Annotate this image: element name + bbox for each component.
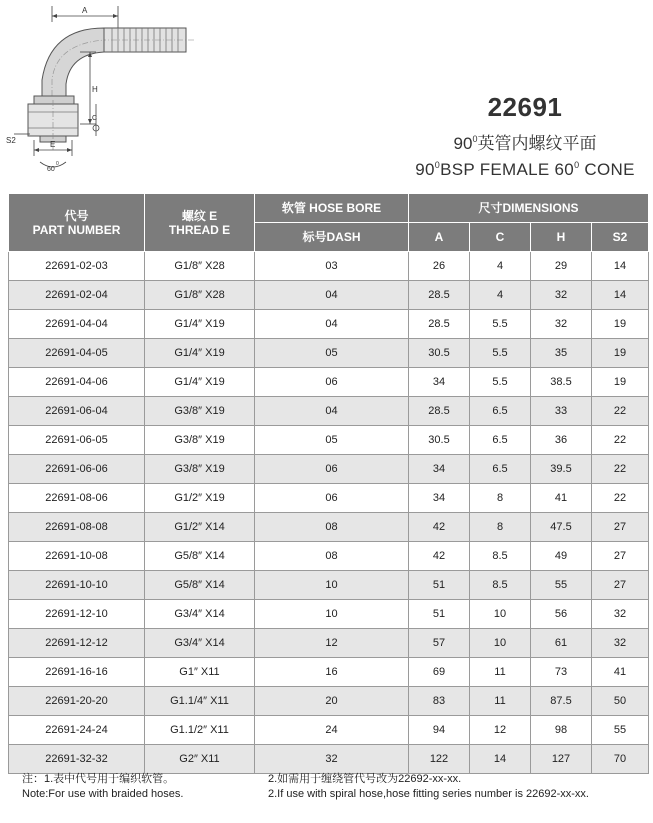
cell-part: 22691-32-32 (9, 745, 145, 774)
cell-thread: G1/2″ X19 (145, 484, 255, 513)
cell-thread: G1/4″ X19 (145, 310, 255, 339)
cell-c: 6.5 (470, 397, 531, 426)
cell-c: 10 (470, 600, 531, 629)
angle-value-cn: 90 (453, 134, 473, 153)
cell-a: 28.5 (409, 310, 470, 339)
cell-a: 34 (409, 484, 470, 513)
title-block (400, 92, 650, 180)
cell-h: 98 (531, 716, 592, 745)
cone-angle-label: 60 (47, 166, 55, 173)
cell-thread: G1/4″ X19 (145, 368, 255, 397)
subtitle-english-end: CONE (584, 160, 635, 179)
cell-part: 22691-08-08 (9, 513, 145, 542)
cell-dash: 04 (255, 397, 409, 426)
cell-dash: 16 (255, 658, 409, 687)
header-thread-cn: 螺纹 E (181, 208, 218, 223)
cell-part: 22691-16-16 (9, 658, 145, 687)
cell-part: 22691-04-06 (9, 368, 145, 397)
cell-s2: 50 (592, 687, 649, 716)
cell-a: 51 (409, 571, 470, 600)
cell-a: 30.5 (409, 426, 470, 455)
cell-part: 22691-24-24 (9, 716, 145, 745)
angle-value-en: 90 (415, 160, 435, 179)
cell-a: 51 (409, 600, 470, 629)
cell-c: 6.5 (470, 426, 531, 455)
cell-h: 33 (531, 397, 592, 426)
cell-dash: 05 (255, 426, 409, 455)
cell-thread: G5/8″ X14 (145, 571, 255, 600)
cell-h: 127 (531, 745, 592, 774)
cell-s2: 22 (592, 484, 649, 513)
cell-a: 28.5 (409, 281, 470, 310)
cell-part: 22691-20-20 (9, 687, 145, 716)
cell-dash: 04 (255, 310, 409, 339)
cell-s2: 22 (592, 426, 649, 455)
cell-s2: 22 (592, 397, 649, 426)
cell-s2: 27 (592, 513, 649, 542)
header-part-cn: 代号 (64, 208, 89, 223)
cell-part: 22691-06-05 (9, 426, 145, 455)
cell-thread: G3/4″ X14 (145, 600, 255, 629)
cell-thread: G1.1/2″ X11 (145, 716, 255, 745)
cell-s2: 55 (592, 716, 649, 745)
cell-s2: 19 (592, 368, 649, 397)
cell-thread: G3/8″ X19 (145, 426, 255, 455)
degree-mark-cn: 0 (472, 134, 478, 144)
cell-c: 8 (470, 484, 531, 513)
cell-h: 32 (531, 281, 592, 310)
cell-c: 6.5 (470, 455, 531, 484)
cell-a: 26 (409, 252, 470, 281)
cell-s2: 32 (592, 629, 649, 658)
cell-c: 5.5 (470, 368, 531, 397)
table-row (9, 281, 649, 310)
spec-table-body (9, 252, 649, 774)
table-row (9, 629, 649, 658)
cell-thread: G1/8″ X28 (145, 252, 255, 281)
cell-part: 22691-02-04 (9, 281, 145, 310)
cell-a: 122 (409, 745, 470, 774)
spec-table (8, 193, 649, 774)
cell-dash: 03 (255, 252, 409, 281)
cell-dash: 24 (255, 716, 409, 745)
note-spiral-en: 2.If use with spiral hose,hose fitting series number is 22692-xx-xx. (268, 788, 589, 800)
dimension-s2-label: S2 (6, 136, 16, 145)
cell-h: 73 (531, 658, 592, 687)
cell-h: 41 (531, 484, 592, 513)
table-row (9, 542, 649, 571)
note-spiral-cn: 2.如需用于缠绕管代号改为22692-xx-xx. (268, 773, 462, 785)
table-row (9, 397, 649, 426)
cell-c: 4 (470, 252, 531, 281)
header-dimensions: 尺寸DIMENSIONS (409, 194, 649, 223)
cell-a: 42 (409, 542, 470, 571)
cell-dash: 12 (255, 629, 409, 658)
header-h: H (531, 223, 592, 252)
table-row (9, 339, 649, 368)
cell-part: 22691-10-10 (9, 571, 145, 600)
header-c: C (470, 223, 531, 252)
subtitle-chinese (400, 129, 650, 154)
cell-s2: 27 (592, 571, 649, 600)
cell-dash: 08 (255, 513, 409, 542)
cell-a: 83 (409, 687, 470, 716)
cell-s2: 27 (592, 542, 649, 571)
note-braided-en: Note:For use with braided hoses. (22, 788, 184, 800)
notes-left (22, 772, 183, 802)
cell-h: 55 (531, 571, 592, 600)
cell-h: 39.5 (531, 455, 592, 484)
cell-a: 30.5 (409, 339, 470, 368)
table-row (9, 600, 649, 629)
cell-a: 69 (409, 658, 470, 687)
cell-c: 10 (470, 629, 531, 658)
cell-thread: G1/2″ X14 (145, 513, 255, 542)
cell-c: 12 (470, 716, 531, 745)
dimension-a-label: A (82, 6, 88, 15)
cell-c: 11 (470, 687, 531, 716)
cell-s2: 41 (592, 658, 649, 687)
cell-dash: 08 (255, 542, 409, 571)
cell-c: 4 (470, 281, 531, 310)
header-part-number (9, 194, 145, 252)
table-row (9, 745, 649, 774)
table-row (9, 687, 649, 716)
cell-dash: 06 (255, 484, 409, 513)
cell-dash: 04 (255, 281, 409, 310)
cell-a: 94 (409, 716, 470, 745)
cell-part: 22691-06-04 (9, 397, 145, 426)
cell-a: 34 (409, 368, 470, 397)
cell-dash: 06 (255, 368, 409, 397)
cell-s2: 14 (592, 281, 649, 310)
note-braided-cn: 注：1.表中代号用于编织软管。 (22, 773, 175, 785)
header-s2: S2 (592, 223, 649, 252)
cell-thread: G1.1/4″ X11 (145, 687, 255, 716)
notes-right (268, 772, 589, 802)
cell-h: 87.5 (531, 687, 592, 716)
table-row (9, 513, 649, 542)
header-part-en: PART NUMBER (32, 222, 121, 237)
cell-thread: G1″ X11 (145, 658, 255, 687)
cell-c: 8 (470, 513, 531, 542)
cell-s2: 19 (592, 310, 649, 339)
subtitle-chinese-text: 英管内螺纹平面 (477, 134, 597, 153)
cell-dash: 32 (255, 745, 409, 774)
cell-c: 14 (470, 745, 531, 774)
table-row (9, 252, 649, 281)
cell-h: 61 (531, 629, 592, 658)
cell-dash: 10 (255, 600, 409, 629)
cell-part: 22691-04-04 (9, 310, 145, 339)
cell-thread: G3/4″ X14 (145, 629, 255, 658)
subtitle-english (400, 160, 650, 180)
table-row (9, 310, 649, 339)
cell-part: 22691-06-06 (9, 455, 145, 484)
table-row (9, 484, 649, 513)
degree-mark-cone: 0 (574, 160, 580, 170)
header-hose-bore: 软管 HOSE BORE (255, 194, 409, 223)
cell-c: 11 (470, 658, 531, 687)
cell-dash: 20 (255, 687, 409, 716)
cell-thread: G3/8″ X19 (145, 455, 255, 484)
cell-h: 32 (531, 310, 592, 339)
cell-a: 28.5 (409, 397, 470, 426)
cell-thread: G1/4″ X19 (145, 339, 255, 368)
degree-mark-en: 0 (434, 160, 441, 170)
header-dash: 标号DASH (255, 223, 409, 252)
cell-c: 8.5 (470, 571, 531, 600)
table-row (9, 455, 649, 484)
fitting-drawing (0, 0, 200, 178)
cell-part: 22691-10-08 (9, 542, 145, 571)
cell-h: 35 (531, 339, 592, 368)
cell-a: 57 (409, 629, 470, 658)
table-row (9, 658, 649, 687)
cell-h: 29 (531, 252, 592, 281)
cell-part: 22691-02-03 (9, 252, 145, 281)
cell-s2: 14 (592, 252, 649, 281)
cell-dash: 10 (255, 571, 409, 600)
cell-h: 56 (531, 600, 592, 629)
cell-thread: G2″ X11 (145, 745, 255, 774)
dimension-h-label: H (92, 85, 98, 94)
model-number: 22691 (487, 92, 563, 122)
cell-part: 22691-08-06 (9, 484, 145, 513)
cell-dash: 06 (255, 455, 409, 484)
header-a: A (409, 223, 470, 252)
cell-s2: 22 (592, 455, 649, 484)
subtitle-english-mid: BSP FEMALE 60 (440, 160, 575, 179)
cell-thread: G3/8″ X19 (145, 397, 255, 426)
cone-angle-degree: 0 (56, 161, 59, 167)
cell-s2: 70 (592, 745, 649, 774)
cell-thread: G5/8″ X14 (145, 542, 255, 571)
cell-c: 5.5 (470, 339, 531, 368)
cell-part: 22691-12-12 (9, 629, 145, 658)
cell-h: 38.5 (531, 368, 592, 397)
header-thread-en: THREAD E (168, 222, 231, 237)
table-row (9, 716, 649, 745)
header-thread (145, 194, 255, 252)
cell-part: 22691-04-05 (9, 339, 145, 368)
cell-a: 34 (409, 455, 470, 484)
cell-part: 22691-12-10 (9, 600, 145, 629)
cell-c: 5.5 (470, 310, 531, 339)
dimension-e-label: E (50, 140, 56, 149)
table-row (9, 368, 649, 397)
cell-h: 47.5 (531, 513, 592, 542)
cell-s2: 32 (592, 600, 649, 629)
cell-c: 8.5 (470, 542, 531, 571)
table-row (9, 571, 649, 600)
table-row (9, 426, 649, 455)
cell-h: 49 (531, 542, 592, 571)
cell-a: 42 (409, 513, 470, 542)
dimension-c-label: C (92, 115, 98, 122)
cell-thread: G1/8″ X28 (145, 281, 255, 310)
cell-s2: 19 (592, 339, 649, 368)
cell-h: 36 (531, 426, 592, 455)
cell-dash: 05 (255, 339, 409, 368)
